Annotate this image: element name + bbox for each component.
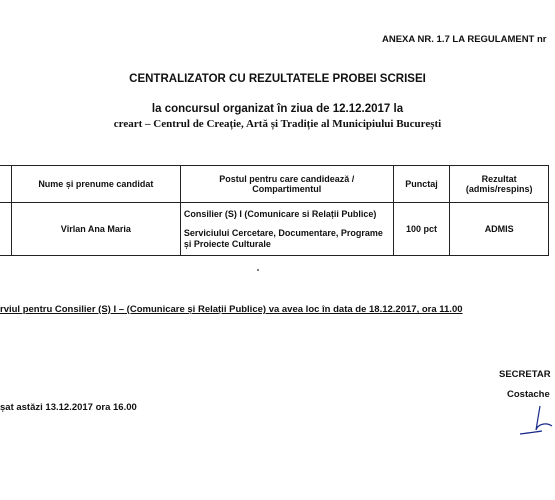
post-title: Consilier (S) I (Comunicare si Relații Publice) xyxy=(183,208,377,219)
cell-candidate-name: Vîrlan Ana Maria xyxy=(11,203,180,256)
secretary-name: Costache xyxy=(507,389,550,400)
column-header-result-line xyxy=(453,174,545,194)
column-header-post-line xyxy=(184,174,390,194)
organization-short-name: creart xyxy=(113,118,143,130)
subtitle-contest-date: la concursul organizat în ziua de 12.12.2017 la xyxy=(151,103,404,115)
organization-full-name: – Centrul de Creație, Artă și Tradiție al Municipiului București xyxy=(142,118,442,130)
results-table xyxy=(0,165,549,256)
secretary-label: SECRETAR xyxy=(499,369,551,380)
table-row xyxy=(0,203,549,256)
interview-notice: rviul pentru Consilier (S) I – (Comunicare și Relații Publice) va avea loc în data de 18.12.2017, ora 11.00 xyxy=(0,304,463,315)
postHead-line-0: Postul pentru care candidează / xyxy=(219,174,355,184)
column-header-post xyxy=(180,166,393,203)
column-header-result xyxy=(450,166,549,203)
postHead-line-1: Compartimentul xyxy=(252,184,322,194)
signature-mark xyxy=(518,400,555,440)
post-department-line1: Serviciului Cercetare, Documentare, Programe xyxy=(183,227,383,238)
resHead-line-1: (admis/respins) xyxy=(465,184,533,194)
cell-post xyxy=(180,203,393,256)
table-header-row xyxy=(0,166,549,203)
posted-date: șat astăzi 13.12.2017 ora 16.00 xyxy=(0,402,137,413)
cell-index xyxy=(0,203,11,256)
cell-result: ADMIS xyxy=(450,203,549,256)
resHead-line-0: Rezultat xyxy=(481,174,517,184)
annex-reference: ANEXA NR. 1.7 LA REGULAMENT nr xyxy=(382,34,547,45)
scan-speck xyxy=(257,269,259,271)
post-department-line2: și Proiecte Culturale xyxy=(183,238,271,249)
column-header-score: Punctaj xyxy=(393,166,450,203)
cell-score: 100 pct xyxy=(393,203,450,256)
column-header-index xyxy=(0,166,11,203)
column-header-name: Nume și prenume candidat xyxy=(11,166,180,203)
subtitle-organization xyxy=(0,118,555,130)
document-title: CENTRALIZATOR CU REZULTATELE PROBEI SCRISEI xyxy=(129,73,426,85)
